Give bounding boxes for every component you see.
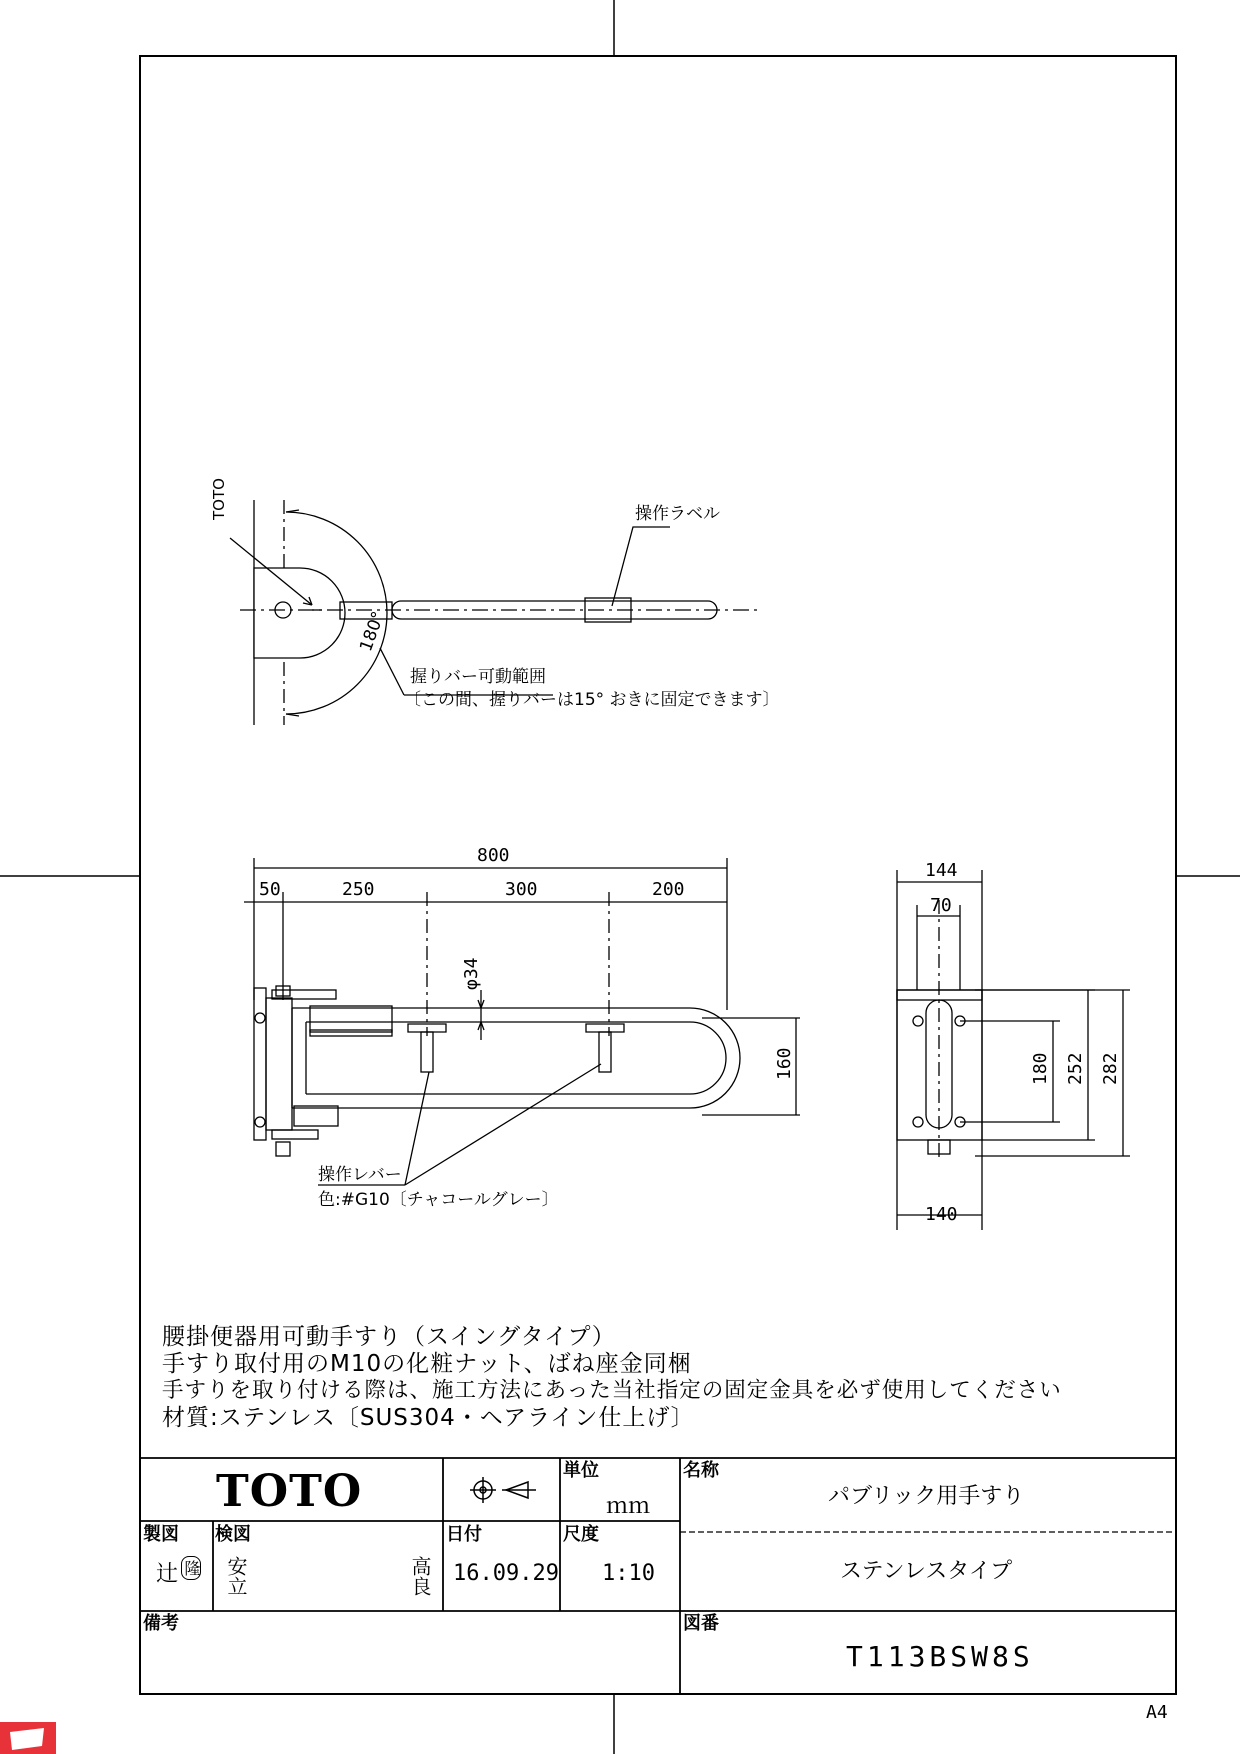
toto-logo: TOTO [216,1466,363,1517]
drawing-no-label: 図番 [683,1613,719,1634]
range-note: 〔この間、握りバーは15° おきに固定できます〕 [404,690,780,710]
note-line-4: 材質:ステンレス〔SUS304・ヘアライン仕上げ〕 [162,1405,695,1431]
unit-value: ｍｍ [606,1494,651,1519]
dim-180: 180 [1030,1052,1051,1085]
name-label: 名称 [683,1460,719,1481]
dim-140: 140 [925,1204,958,1225]
front-view [244,858,800,1185]
date-label: 日付 [446,1524,482,1545]
dim-300: 300 [505,879,538,900]
dim-overall: 800 [477,845,510,866]
angle-label: 180° [356,608,389,655]
brand-mark-vertical: TOTO [210,478,228,520]
dim-250: 250 [342,879,375,900]
dim-252: 252 [1065,1052,1086,1085]
scale-label: 尺度 [563,1524,599,1545]
date-value: 16.09.29 [453,1561,559,1586]
note-line-2: 手すり取付用のM10の化粧ナット、ばね座金同梱 [162,1351,692,1377]
dim-diameter: φ34 [461,957,482,990]
dim-200: 200 [652,879,685,900]
corner-logo-icon [0,1722,56,1754]
product-subtitle: ステンレスタイプ [840,1559,1013,1584]
dim-144: 144 [925,860,958,881]
scale-value: 1:10 [602,1561,655,1586]
dim-70: 70 [930,895,952,916]
lever-label: 操作レバー [318,1165,402,1185]
label-callout: 操作ラベル [635,504,720,524]
lever-color: 色:#G10〔チャコールグレー〕 [318,1190,559,1210]
dim-160: 160 [774,1047,795,1080]
product-name: パブリック用手すり [828,1484,1025,1509]
checked-name-2: 高良 [408,1556,432,1596]
drawn-stamp: 隆 [181,1556,201,1580]
dim-282: 282 [1100,1052,1121,1085]
dim-50: 50 [259,879,281,900]
paper-size: A4 [1146,1702,1168,1723]
remarks-label: 備考 [143,1613,179,1634]
checked-name-1: 安立 [224,1556,248,1596]
drawn-name: 辻 [156,1562,179,1587]
side-view [897,870,1130,1230]
drawing-number: T113BSW8S [846,1640,1034,1673]
range-title: 握りバー可動範囲 [410,667,546,687]
drawn-label: 製図 [143,1524,179,1545]
checked-label: 検図 [215,1524,251,1545]
unit-label: 単位 [563,1460,599,1481]
projection-symbol [470,1477,536,1503]
note-line-1: 腰掛便器用可動手すり（スイングタイプ） [162,1324,616,1350]
note-line-3: 手すりを取り付ける際は、施工方法にあった当社指定の固定金具を必ず使用してください [162,1378,1062,1403]
